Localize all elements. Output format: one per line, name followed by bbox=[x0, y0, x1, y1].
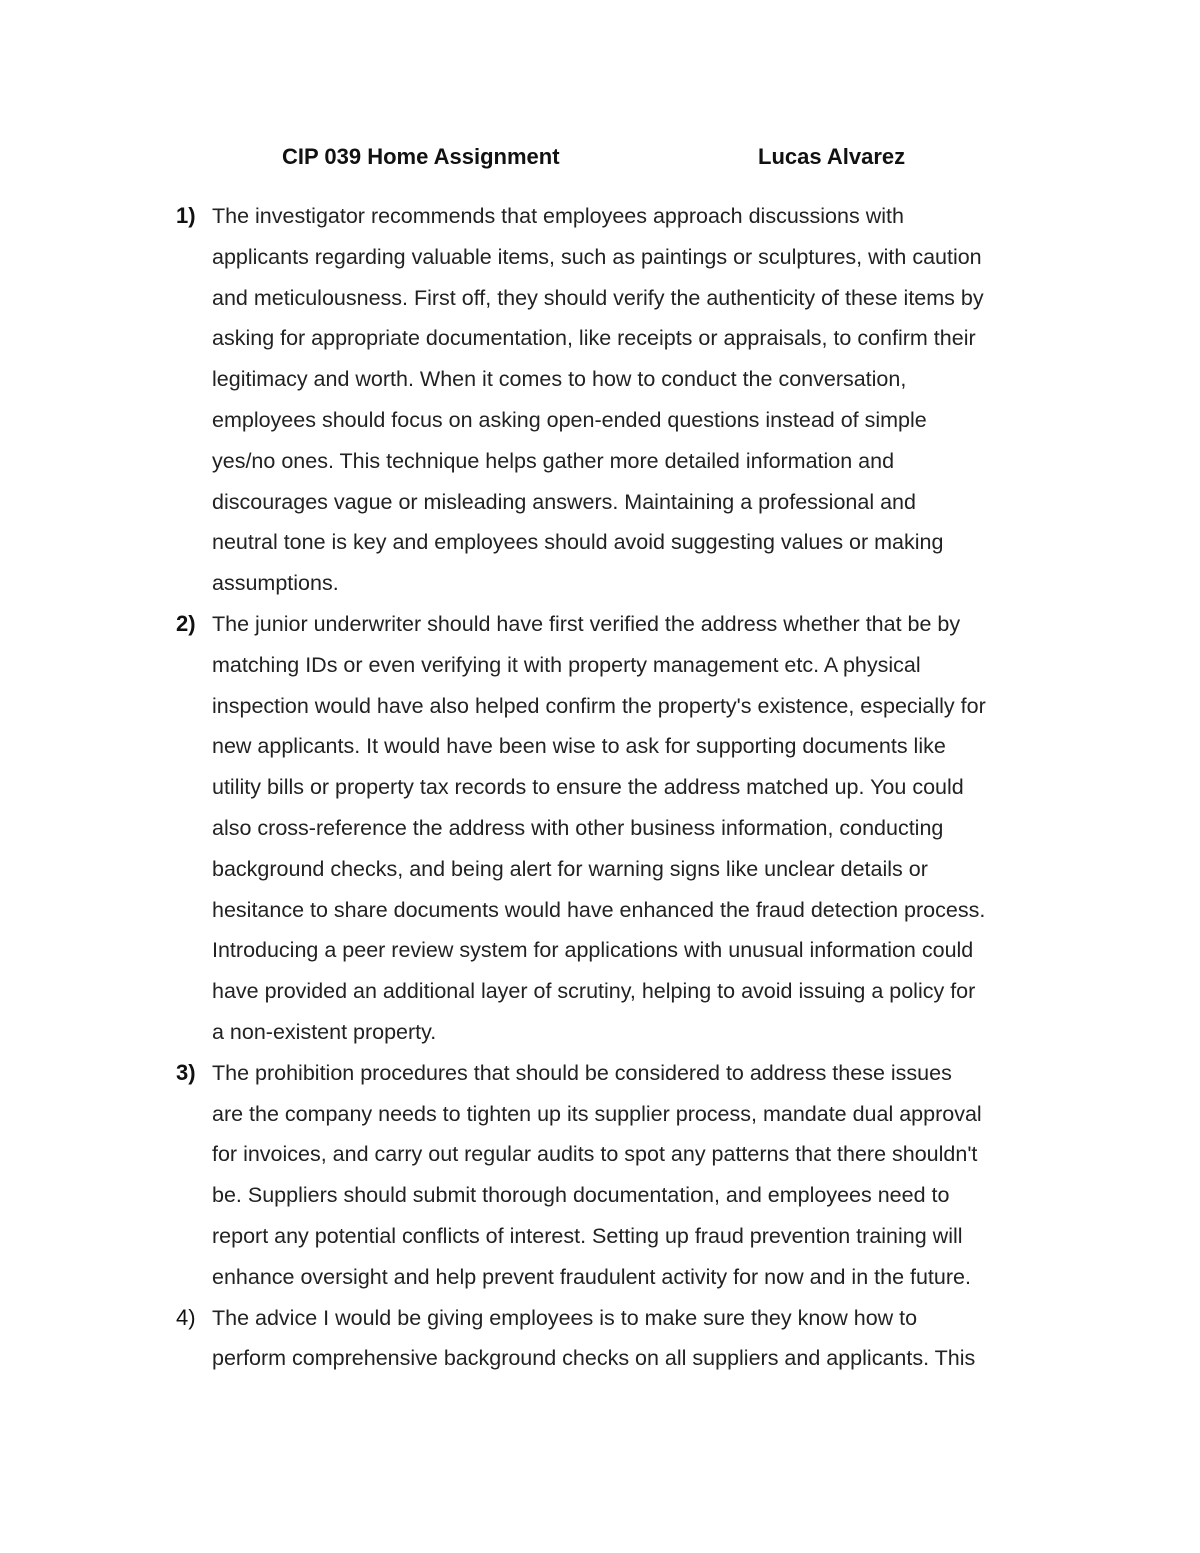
text-line: asking for appropriate documentation, like receipts or appraisals, to confirm their bbox=[212, 326, 976, 351]
answer-item-3 bbox=[0, 1053, 1200, 1298]
text-line: Introducing a peer review system for applications with unusual information could bbox=[212, 938, 974, 963]
text-line: are the company needs to tighten up its supplier process, mandate dual approval bbox=[212, 1101, 982, 1126]
text-line: report any potential conflicts of interest. Setting up fraud prevention training will bbox=[212, 1223, 963, 1248]
text-line: employees should focus on asking open-ended questions instead of simple bbox=[212, 407, 927, 432]
answer-number: 2) bbox=[176, 610, 196, 636]
text-line: yes/no ones. This technique helps gather more detailed information and bbox=[212, 448, 895, 473]
answer-item-4 bbox=[0, 1298, 1200, 1380]
text-line: a non-existent property. bbox=[212, 1019, 437, 1044]
text-line: inspection would have also helped confirm the property's existence, especially for bbox=[212, 693, 986, 718]
answer-text bbox=[212, 1298, 1072, 1380]
assignment-title: CIP 039 Home Assignment bbox=[282, 144, 560, 169]
text-line: for invoices, and carry out regular audits to spot any patterns that there shouldn't bbox=[212, 1142, 978, 1167]
document-header bbox=[0, 140, 1200, 172]
answer-number: 1) bbox=[176, 203, 196, 228]
text-line: neutral tone is key and employees should avoid suggesting values or making bbox=[212, 530, 944, 555]
text-line: matching IDs or even verifying it with property management etc. A physical bbox=[212, 652, 921, 677]
text-line: The advice I would be giving employees is to make sure they know how to bbox=[212, 1305, 918, 1330]
answer-text bbox=[212, 196, 1072, 604]
text-line: applicants regarding valuable items, such as paintings or sculptures, with caution bbox=[212, 244, 982, 269]
text-line: and meticulousness. First off, they should verify the authenticity of these items by bbox=[212, 285, 984, 310]
answer-item-1 bbox=[0, 196, 1200, 604]
text-line: also cross-reference the address with other business information, conducting bbox=[212, 815, 944, 840]
answer-list bbox=[0, 196, 1200, 1379]
text-line: new applicants. It would have been wise to ask for supporting documents like bbox=[212, 734, 946, 759]
author-name: Lucas Alvarez bbox=[758, 144, 906, 169]
text-line: background checks, and being alert for warning signs like unclear details or bbox=[212, 856, 928, 881]
text-line: The investigator recommends that employees approach discussions with bbox=[212, 204, 904, 228]
answer-number: 4) bbox=[176, 1304, 196, 1330]
text-line: enhance oversight and help prevent fraudulent activity for now and in the future. bbox=[212, 1264, 971, 1289]
answer-item-2 bbox=[0, 604, 1200, 1053]
text-line: legitimacy and worth. When it comes to how to conduct the conversation, bbox=[212, 367, 907, 392]
text-line: The prohibition procedures that should be considered to address these issues bbox=[212, 1060, 952, 1085]
answer-text bbox=[212, 604, 1072, 1053]
text-line: have provided an additional layer of scrutiny, helping to avoid issuing a policy for bbox=[212, 979, 976, 1004]
text-line: discourages vague or misleading answers. Maintaining a professional and bbox=[212, 489, 916, 514]
text-line: The junior underwriter should have first verified the address whether that be by bbox=[212, 611, 961, 636]
text-line: perform comprehensive background checks on all suppliers and applicants. This bbox=[212, 1346, 976, 1371]
text-line: be. Suppliers should submit thorough documentation, and employees need to bbox=[212, 1183, 950, 1208]
answer-number: 3) bbox=[176, 1059, 196, 1085]
answer-text bbox=[212, 1053, 1072, 1298]
text-line: assumptions. bbox=[212, 571, 339, 596]
text-line: utility bills or property tax records to ensure the address matched up. You could bbox=[212, 775, 964, 800]
text-line: hesitance to share documents would have enhanced the fraud detection process. bbox=[212, 897, 986, 922]
